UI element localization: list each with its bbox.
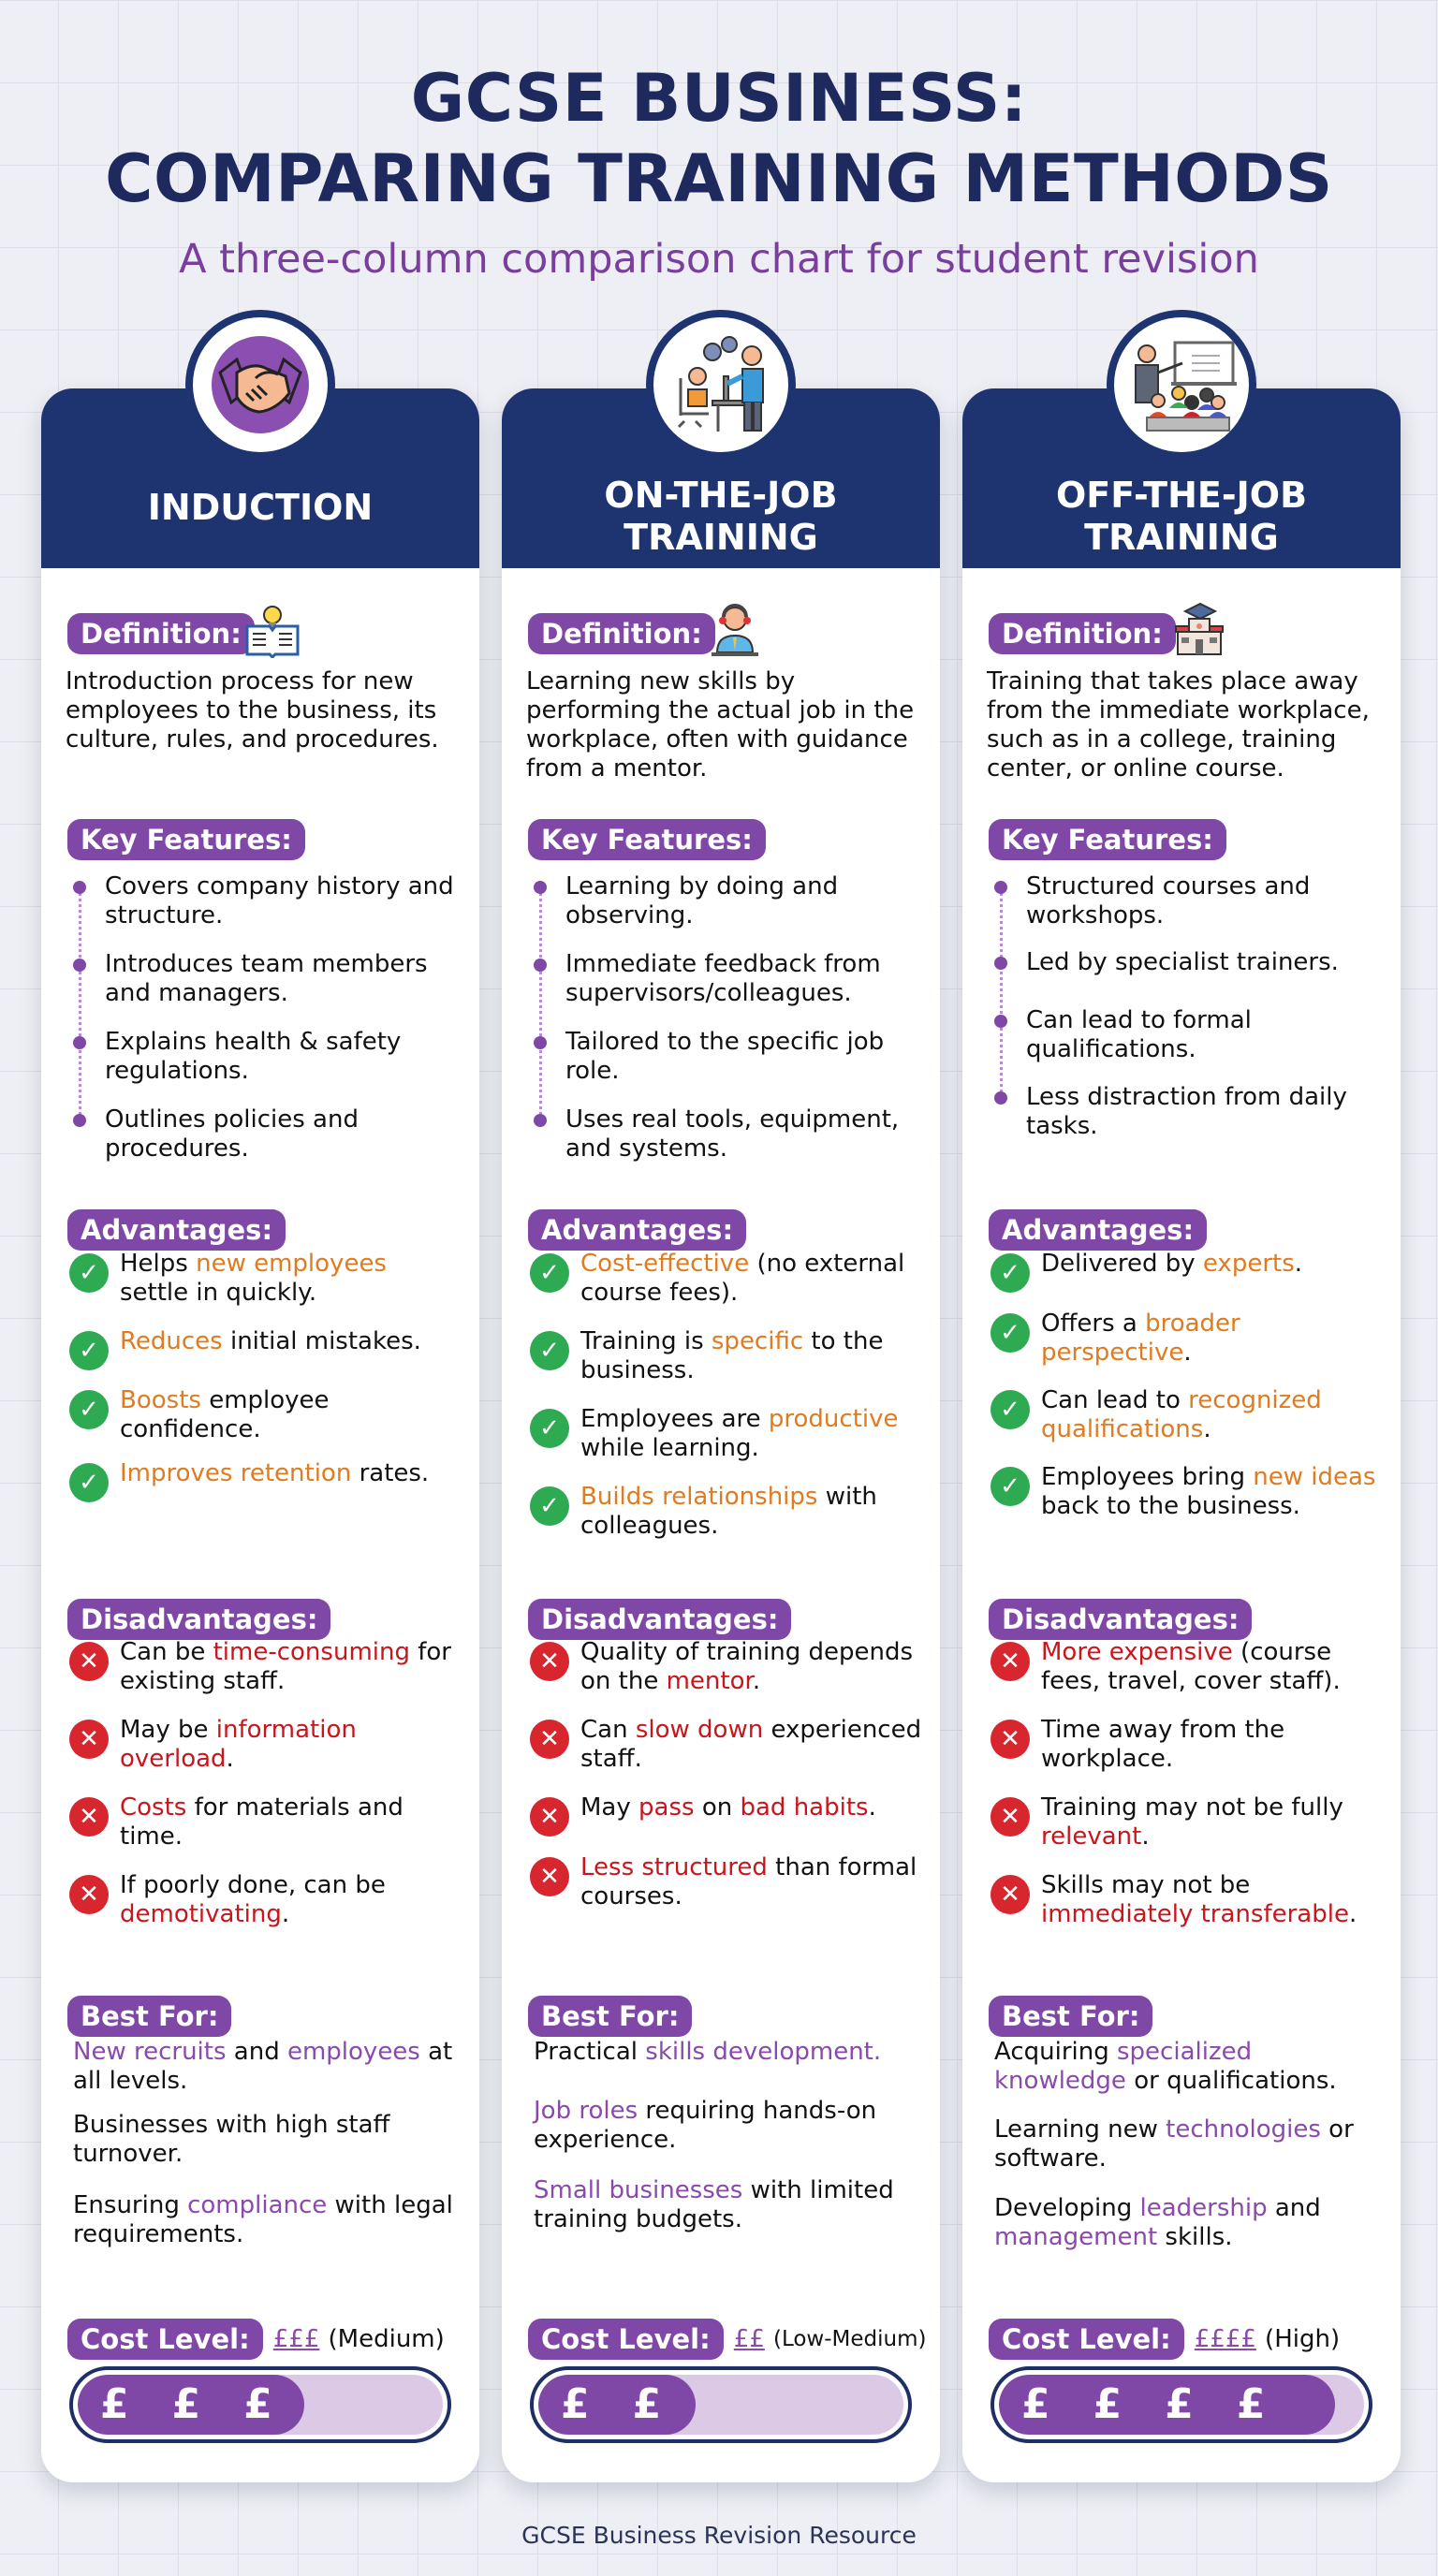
advantage-item xyxy=(69,1459,462,1497)
cost-level-label xyxy=(528,2319,724,2360)
feature-text: Learning by doing and observing. xyxy=(565,872,839,929)
bullet-dot-icon xyxy=(534,1036,547,1049)
best-for-label xyxy=(528,1996,692,2037)
highlighted-text: specific xyxy=(711,1327,804,1355)
cost-meter-fill xyxy=(999,2375,1335,2435)
x-circle-icon: ✕ xyxy=(69,1642,109,1681)
cost-level-row xyxy=(989,2319,1340,2360)
handshake-icon xyxy=(193,317,328,452)
feature-item xyxy=(526,1105,919,1164)
highlighted-text: specialized knowledge xyxy=(994,2038,1253,2095)
disadvantage-item xyxy=(69,1871,462,1929)
section-label-text: Cost Level: xyxy=(1002,2323,1171,2355)
text-run: while learning. xyxy=(580,1434,759,1462)
check-circle-icon: ✓ xyxy=(990,1313,1030,1353)
title-line-1: GCSE BUSINESS: xyxy=(410,60,1028,137)
definition-text: Introduction process for new employees to the business, its culture, rules, and procedures. xyxy=(66,667,439,754)
highlighted-text: More expensive xyxy=(1041,1638,1233,1666)
disadvantages-label xyxy=(528,1599,791,1640)
bullet-dot-icon xyxy=(73,1114,86,1127)
section-label-text: Key Features: xyxy=(1002,824,1213,856)
key-features-label xyxy=(528,819,766,860)
section-label-text: Advantages: xyxy=(81,1214,273,1246)
check-circle-icon: ✓ xyxy=(69,1331,109,1370)
highlighted-text: time-consuming xyxy=(213,1638,410,1666)
bullet-dot-icon xyxy=(994,1015,1007,1028)
section-label-text: Cost Level: xyxy=(541,2323,711,2355)
highlighted-text: new employees xyxy=(196,1250,387,1278)
pound-sign-icon: £ xyxy=(1093,2380,1123,2428)
mentor-at-desk-icon xyxy=(653,317,788,452)
feature-item xyxy=(66,950,459,1008)
highlighted-text: Boosts xyxy=(120,1386,201,1414)
disadvantage-item xyxy=(69,1638,462,1696)
text-run: Can xyxy=(580,1716,636,1744)
highlighted-text: management xyxy=(994,2223,1158,2251)
card-title xyxy=(502,475,940,559)
advantage-item xyxy=(990,1250,1384,1287)
bullet-dot-icon xyxy=(73,1036,86,1049)
college-building-icon xyxy=(1170,602,1228,658)
text-run: Learning new xyxy=(994,2115,1167,2144)
header-icon-ring xyxy=(185,310,335,460)
advantage-item xyxy=(69,1327,462,1365)
advantages-label xyxy=(989,1209,1207,1251)
highlighted-text: information overload xyxy=(120,1716,357,1773)
check-circle-icon: ✓ xyxy=(69,1463,109,1502)
text-run: rates. xyxy=(351,1459,430,1487)
comparison-card-1 xyxy=(41,388,479,2482)
x-circle-icon: ✕ xyxy=(69,1720,109,1759)
text-run: experienced staff. xyxy=(580,1716,922,1773)
text-run: for existing staff. xyxy=(120,1638,451,1695)
cost-level-label xyxy=(67,2319,263,2360)
best-for-item xyxy=(994,2038,1387,2096)
text-run: Skills may not be xyxy=(1041,1871,1251,1899)
text-run: Delivered by xyxy=(1041,1250,1203,1278)
card-title-line-2: TRAINING xyxy=(624,517,818,558)
section-label-text: Key Features: xyxy=(81,824,292,856)
highlighted-text: recognized qualifications xyxy=(1041,1386,1322,1443)
advantage-item xyxy=(990,1386,1384,1444)
check-circle-icon: ✓ xyxy=(530,1253,569,1293)
text-run: . xyxy=(1348,1900,1357,1928)
advantage-item xyxy=(530,1405,923,1463)
cost-meter-track xyxy=(538,2375,903,2435)
x-circle-icon: ✕ xyxy=(530,1720,569,1759)
text-run: or software. xyxy=(994,2115,1354,2173)
cost-level-meter xyxy=(530,2366,912,2443)
feature-item xyxy=(987,872,1380,930)
feature-text: Tailored to the specific job role. xyxy=(565,1028,885,1085)
feature-text: Uses real tools, equipment, and systems. xyxy=(565,1105,900,1163)
feature-item xyxy=(66,872,459,930)
book-lightbulb-icon xyxy=(243,602,301,658)
highlighted-text: demotivating xyxy=(120,1900,282,1928)
text-run: with legal requirements. xyxy=(73,2191,453,2248)
best-for-item xyxy=(73,2191,466,2249)
highlighted-text: relevant xyxy=(1041,1822,1142,1851)
best-for-item xyxy=(994,2115,1387,2174)
comparison-card-2 xyxy=(502,388,940,2482)
text-run: with limited training budgets. xyxy=(534,2176,894,2233)
cost-meter-fill xyxy=(538,2375,696,2435)
text-run: (no external course fees). xyxy=(580,1250,905,1307)
feature-text: Immediate feedback from supervisors/colleagues. xyxy=(565,950,881,1007)
text-run: . xyxy=(1183,1339,1192,1367)
text-run: on xyxy=(694,1793,741,1822)
highlighted-text: slow down xyxy=(635,1716,764,1744)
text-run: settle in quickly. xyxy=(120,1279,317,1307)
best-for-item xyxy=(73,2038,466,2096)
section-label-text: Definition: xyxy=(81,618,242,650)
advantage-item xyxy=(530,1483,923,1541)
highlighted-text: New recruits xyxy=(73,2038,227,2066)
highlighted-text: Costs xyxy=(120,1793,187,1822)
cost-level-label xyxy=(989,2319,1184,2360)
bullet-dot-icon xyxy=(994,881,1007,894)
x-circle-icon: ✕ xyxy=(530,1797,569,1837)
text-run: and xyxy=(226,2038,287,2066)
text-run: May xyxy=(580,1793,639,1822)
highlighted-text: compliance xyxy=(187,2191,328,2219)
cost-description: (Low-Medium) xyxy=(772,2327,927,2351)
feature-item xyxy=(987,1083,1380,1141)
bullet-dot-icon xyxy=(534,881,547,894)
advantages-label xyxy=(67,1209,286,1251)
cost-symbols: ££££ xyxy=(1194,2325,1256,2353)
classroom-presentation-icon xyxy=(1114,317,1249,452)
highlighted-text: new ideas xyxy=(1253,1463,1376,1491)
best-for-item xyxy=(534,2176,927,2234)
pound-sign-icon: £ xyxy=(1021,2380,1050,2428)
text-run: Offers a xyxy=(1041,1310,1146,1338)
pound-sign-icon: £ xyxy=(243,2380,272,2428)
bullet-dot-icon xyxy=(994,1091,1007,1105)
cost-level-row xyxy=(67,2319,445,2360)
text-run: Employees bring xyxy=(1041,1463,1254,1491)
definition-text: Learning new skills by performing the actual job in the workplace, often with guidance from a mentor. xyxy=(526,667,915,783)
cost-symbols: ££ xyxy=(733,2325,765,2353)
bullet-dot-icon xyxy=(994,957,1007,970)
advantage-item xyxy=(530,1250,923,1308)
highlighted-text: Small businesses xyxy=(534,2176,743,2204)
check-circle-icon: ✓ xyxy=(69,1253,109,1293)
text-run: to the business. xyxy=(580,1327,884,1384)
page-title xyxy=(0,58,1438,219)
feature-item xyxy=(987,1006,1380,1064)
section-label-text: Definition: xyxy=(541,618,702,650)
feature-text: Explains health & safety regulations. xyxy=(105,1028,402,1085)
text-run: . xyxy=(226,1745,234,1773)
feature-item xyxy=(526,872,919,930)
highlighted-text: mentor xyxy=(666,1667,753,1695)
best-for-item xyxy=(994,2194,1387,2252)
page-subtitle: A three-column comparison chart for student revision xyxy=(179,236,1259,283)
pound-sign-icon: £ xyxy=(1165,2380,1194,2428)
text-run: Time away from the workplace. xyxy=(1041,1716,1285,1773)
cost-description: (Medium) xyxy=(328,2325,445,2353)
cost-meter-track xyxy=(78,2375,443,2435)
best-for-item xyxy=(73,2111,466,2169)
text-run: Ensuring xyxy=(73,2191,188,2219)
text-run: Can lead to xyxy=(1041,1386,1189,1414)
highlighted-text: skills development. xyxy=(645,2038,882,2066)
check-circle-icon: ✓ xyxy=(990,1467,1030,1506)
comparison-card-3 xyxy=(962,388,1401,2482)
advantage-item xyxy=(69,1386,462,1444)
footer-credit: GCSE Business Revision Resource xyxy=(521,2522,917,2549)
definition-text: Training that takes place away from the immediate workplace, such as in a college, training center, or online course. xyxy=(987,667,1370,783)
text-run: employee confidence. xyxy=(120,1386,330,1443)
card-title-line-2: TRAINING xyxy=(1084,517,1279,558)
highlighted-text: broader perspective xyxy=(1041,1310,1240,1367)
best-for-item xyxy=(534,2038,927,2067)
section-label-text: Disadvantages: xyxy=(81,1603,318,1635)
highlighted-text: immediately transferable xyxy=(1041,1900,1349,1928)
text-run: Acquiring xyxy=(994,2038,1117,2066)
feature-item xyxy=(526,1028,919,1086)
key-features-label xyxy=(989,819,1226,860)
section-label-text: Definition: xyxy=(1002,618,1163,650)
text-run: requiring hands-on experience. xyxy=(534,2097,877,2154)
card-title xyxy=(962,475,1401,559)
text-run: back to the business. xyxy=(1041,1492,1300,1520)
cost-level-meter xyxy=(69,2366,451,2443)
cost-meter-fill xyxy=(78,2375,304,2435)
section-label-text: Best For: xyxy=(81,2000,219,2032)
section-label-text: Key Features: xyxy=(541,824,753,856)
header-icon-ring xyxy=(1107,310,1256,460)
highlighted-text: productive xyxy=(768,1405,899,1433)
card-title-line-1: OFF-THE-JOB xyxy=(1055,475,1308,516)
highlighted-text: pass xyxy=(638,1793,695,1822)
section-label-text: Best For: xyxy=(541,2000,680,2032)
pound-sign-icon: £ xyxy=(1236,2380,1266,2428)
feature-item xyxy=(526,950,919,1008)
highlighted-text: experts xyxy=(1202,1250,1295,1278)
highlighted-text: leadership xyxy=(1139,2194,1268,2222)
text-run: . xyxy=(1141,1822,1150,1851)
disadvantage-item xyxy=(530,1853,923,1911)
text-run: skills. xyxy=(1157,2223,1233,2251)
x-circle-icon: ✕ xyxy=(990,1642,1030,1681)
highlighted-text: Cost-effective xyxy=(580,1250,750,1278)
pound-sign-icon: £ xyxy=(632,2380,662,2428)
text-run: (course fees, travel, cover staff). xyxy=(1041,1638,1341,1695)
disadvantage-item xyxy=(990,1871,1384,1929)
definition-label xyxy=(528,613,715,654)
x-circle-icon: ✕ xyxy=(990,1875,1030,1914)
highlighted-text: Reduces xyxy=(120,1327,223,1355)
disadvantage-item xyxy=(530,1638,923,1696)
feature-item xyxy=(66,1028,459,1086)
highlighted-text: Job roles xyxy=(534,2097,638,2125)
section-label-text: Best For: xyxy=(1002,2000,1140,2032)
advantages-label xyxy=(528,1209,746,1251)
highlighted-text: Improves retention xyxy=(120,1459,352,1487)
feature-item xyxy=(66,1105,459,1164)
best-for-label xyxy=(989,1996,1152,2037)
text-run: with colleagues. xyxy=(580,1483,877,1540)
definition-label xyxy=(67,613,255,654)
pound-sign-icon: £ xyxy=(100,2380,129,2428)
x-circle-icon: ✕ xyxy=(990,1720,1030,1759)
pound-sign-icon: £ xyxy=(561,2380,590,2428)
highlighted-text: technologies xyxy=(1166,2115,1321,2144)
disadvantage-item xyxy=(990,1716,1384,1774)
highlighted-text: Less structured xyxy=(580,1853,768,1881)
text-run: at all levels. xyxy=(73,2038,453,2095)
disadvantage-item xyxy=(990,1793,1384,1852)
x-circle-icon: ✕ xyxy=(530,1642,569,1681)
text-run: Quality of training depends on the xyxy=(580,1638,914,1695)
feature-text: Less distraction from daily tasks. xyxy=(1026,1083,1347,1140)
disadvantage-item xyxy=(990,1638,1384,1696)
feature-text: Can lead to formal qualifications. xyxy=(1026,1006,1252,1063)
text-run: Practical xyxy=(534,2038,646,2066)
header-icon-ring xyxy=(646,310,796,460)
section-label-text: Disadvantages: xyxy=(541,1603,779,1635)
text-run: than formal courses. xyxy=(580,1853,917,1910)
check-circle-icon: ✓ xyxy=(530,1486,569,1526)
text-run: . xyxy=(868,1793,876,1822)
text-run: or qualifications. xyxy=(1125,2067,1337,2095)
feature-text: Led by specialist trainers. xyxy=(1026,948,1339,976)
headset-worker-icon xyxy=(706,602,764,658)
check-circle-icon: ✓ xyxy=(530,1331,569,1370)
cost-description: (High) xyxy=(1265,2325,1341,2353)
highlighted-text: Builds relationships xyxy=(580,1483,818,1511)
section-label-text: Advantages: xyxy=(541,1214,734,1246)
bullet-dot-icon xyxy=(534,959,547,972)
disadvantage-item xyxy=(69,1793,462,1852)
text-run: Employees are xyxy=(580,1405,769,1433)
section-label-text: Advantages: xyxy=(1002,1214,1195,1246)
definition-label xyxy=(989,613,1176,654)
check-circle-icon: ✓ xyxy=(69,1390,109,1429)
best-for-item xyxy=(534,2097,927,2155)
advantage-item xyxy=(990,1463,1384,1521)
pound-sign-icon: £ xyxy=(171,2380,201,2428)
x-circle-icon: ✕ xyxy=(530,1857,569,1896)
text-run: . xyxy=(1294,1250,1303,1278)
feature-item xyxy=(987,948,1380,977)
disadvantages-label xyxy=(989,1599,1252,1640)
bullet-dot-icon xyxy=(73,881,86,894)
text-run: . xyxy=(752,1667,761,1695)
text-run: for materials and time. xyxy=(120,1793,404,1851)
feature-text: Covers company history and structure. xyxy=(105,872,454,929)
best-for-label xyxy=(67,1996,231,2037)
text-run: . xyxy=(281,1900,290,1928)
card-title-line-1: INDUCTION xyxy=(147,487,374,528)
check-circle-icon: ✓ xyxy=(530,1409,569,1448)
card-title xyxy=(41,487,479,529)
disadvantages-label xyxy=(67,1599,330,1640)
x-circle-icon: ✕ xyxy=(990,1797,1030,1837)
feature-text: Introduces team members and managers. xyxy=(105,950,428,1007)
disadvantage-item xyxy=(530,1716,923,1774)
check-circle-icon: ✓ xyxy=(990,1390,1030,1429)
highlighted-text: employees xyxy=(286,2038,420,2066)
section-label-text: Disadvantages: xyxy=(1002,1603,1240,1635)
cost-level-meter xyxy=(990,2366,1372,2443)
bullet-dot-icon xyxy=(73,959,86,972)
text-run: If poorly done, can be xyxy=(120,1871,386,1899)
x-circle-icon: ✕ xyxy=(69,1797,109,1837)
card-title-line-1: ON-THE-JOB xyxy=(604,475,838,516)
advantage-item xyxy=(530,1327,923,1385)
text-run: . xyxy=(1203,1415,1211,1443)
cost-level-row xyxy=(528,2319,926,2360)
feature-text: Structured courses and workshops. xyxy=(1026,872,1311,929)
key-features-label xyxy=(67,819,305,860)
feature-text: Outlines policies and procedures. xyxy=(105,1105,359,1163)
section-label-text: Cost Level: xyxy=(81,2323,250,2355)
title-line-2: COMPARING TRAINING METHODS xyxy=(105,140,1333,217)
text-run: Training is xyxy=(580,1327,712,1355)
bullet-dot-icon xyxy=(534,1114,547,1127)
check-circle-icon: ✓ xyxy=(990,1253,1030,1293)
disadvantage-item xyxy=(69,1716,462,1774)
text-run: Businesses with high staff turnover. xyxy=(73,2111,390,2168)
disadvantage-item xyxy=(530,1793,923,1831)
text-run: Can be xyxy=(120,1638,213,1666)
text-run: Developing xyxy=(994,2194,1140,2222)
cost-symbols: £££ xyxy=(272,2325,320,2353)
text-run: and xyxy=(1267,2194,1321,2222)
advantage-item xyxy=(69,1250,462,1308)
text-run: initial mistakes. xyxy=(222,1327,421,1355)
text-run: Helps xyxy=(120,1250,197,1278)
x-circle-icon: ✕ xyxy=(69,1875,109,1914)
cost-meter-track xyxy=(999,2375,1364,2435)
text-run: May be xyxy=(120,1716,216,1744)
highlighted-text: bad habits xyxy=(740,1793,869,1822)
advantage-item xyxy=(990,1310,1384,1368)
text-run: Training may not be fully xyxy=(1041,1793,1343,1822)
